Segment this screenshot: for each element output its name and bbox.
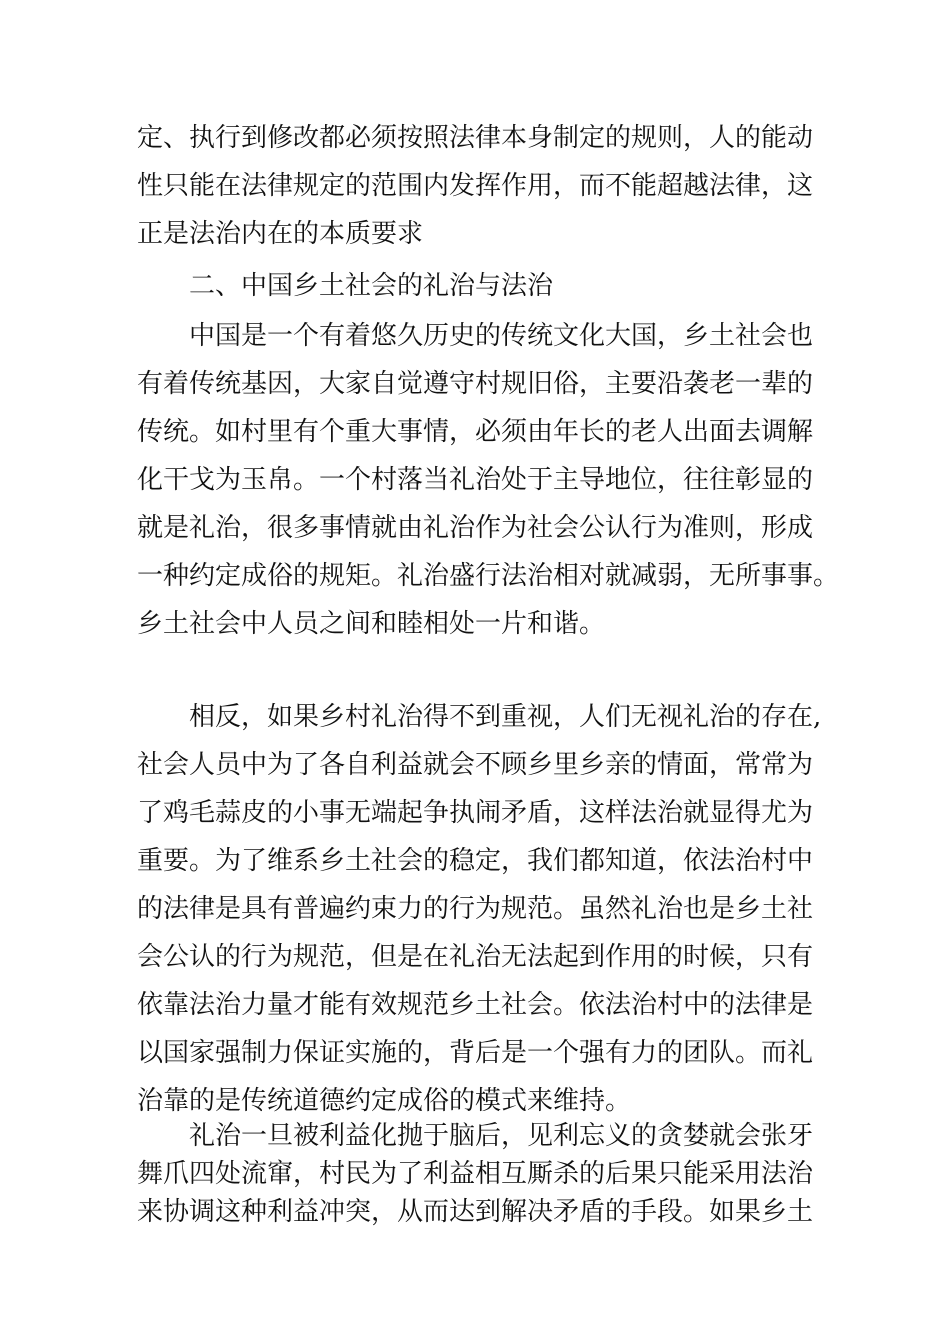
paragraph-interest xyxy=(137,1117,813,1231)
text-line: 礼治一旦被利益化抛于脑后，见利忘义的贪婪就会张牙 xyxy=(189,1121,814,1151)
text-line: 性只能在法律规定的范围内发挥作用，而不能超越法律，这 xyxy=(137,171,814,201)
text-line: 社会人员中为了各自利益就会不顾乡里乡亲的情面，常常为 xyxy=(137,750,814,780)
text-line: 中国是一个有着悠久历史的传统文化大国，乡土社会也 xyxy=(189,321,814,351)
text-line: 依靠法治力量才能有效规范乡土社会。依法治村中的法律是 xyxy=(137,990,814,1020)
text-line: 就是礼治，很多事情就由礼治作为社会公认行为准则，形成 xyxy=(137,513,814,543)
text-line: 重要。为了维系乡土社会的稳定，我们都知道，依法治村中 xyxy=(137,846,814,876)
text-line: 定、执行到修改都必须按照法律本身制定的规则，人的能动 xyxy=(137,123,814,153)
text-line: 了鸡毛蒜皮的小事无端起争执闹矛盾，这样法治就显得尤为 xyxy=(137,798,814,828)
text-line: 来协调这种利益冲突，从而达到解决矛盾的手段。如果乡土 xyxy=(137,1197,814,1227)
text-line: 相反，如果乡村礼治得不到重视，人们无视礼治的存在, xyxy=(189,702,822,732)
text-line: 会公认的行为规范，但是在礼治无法起到作用的时候，只有 xyxy=(137,942,814,972)
text-line: 舞爪四处流窜，村民为了利益相互厮杀的后果只能采用法治 xyxy=(137,1159,814,1189)
text-line: 治靠的是传统道德约定成俗的模式来维持。 xyxy=(137,1086,632,1116)
paragraph-contrary xyxy=(137,693,822,1125)
text-line: 一种约定成俗的规矩。礼治盛行法治相对就减弱，无所事事。 xyxy=(137,561,840,591)
heading-line: 二、中国乡土社会的礼治与法治 xyxy=(189,271,554,301)
text-line: 正是法治内在的本质要求 xyxy=(137,219,424,249)
text-line: 传统。如村里有个重大事情，必须由年长的老人出面去调解 xyxy=(137,417,814,447)
text-line: 化干戈为玉帛。一个村落当礼治处于主导地位，往往彰显的 xyxy=(137,465,814,495)
text-line: 乡土社会中人员之间和睦相处一片和谐。 xyxy=(137,609,606,639)
paragraph-tradition xyxy=(137,312,840,648)
text-line: 有着传统基因，大家自觉遵守村规旧俗，主要沿袭老一辈的 xyxy=(137,369,814,399)
paragraph-law-rules xyxy=(137,114,813,258)
text-line: 的法律是具有普遍约束力的行为规范。虽然礼治也是乡土社 xyxy=(137,894,814,924)
text-line: 以国家强制力保证实施的，背后是一个强有力的团队。而礼 xyxy=(137,1038,814,1068)
section-heading xyxy=(137,262,813,310)
